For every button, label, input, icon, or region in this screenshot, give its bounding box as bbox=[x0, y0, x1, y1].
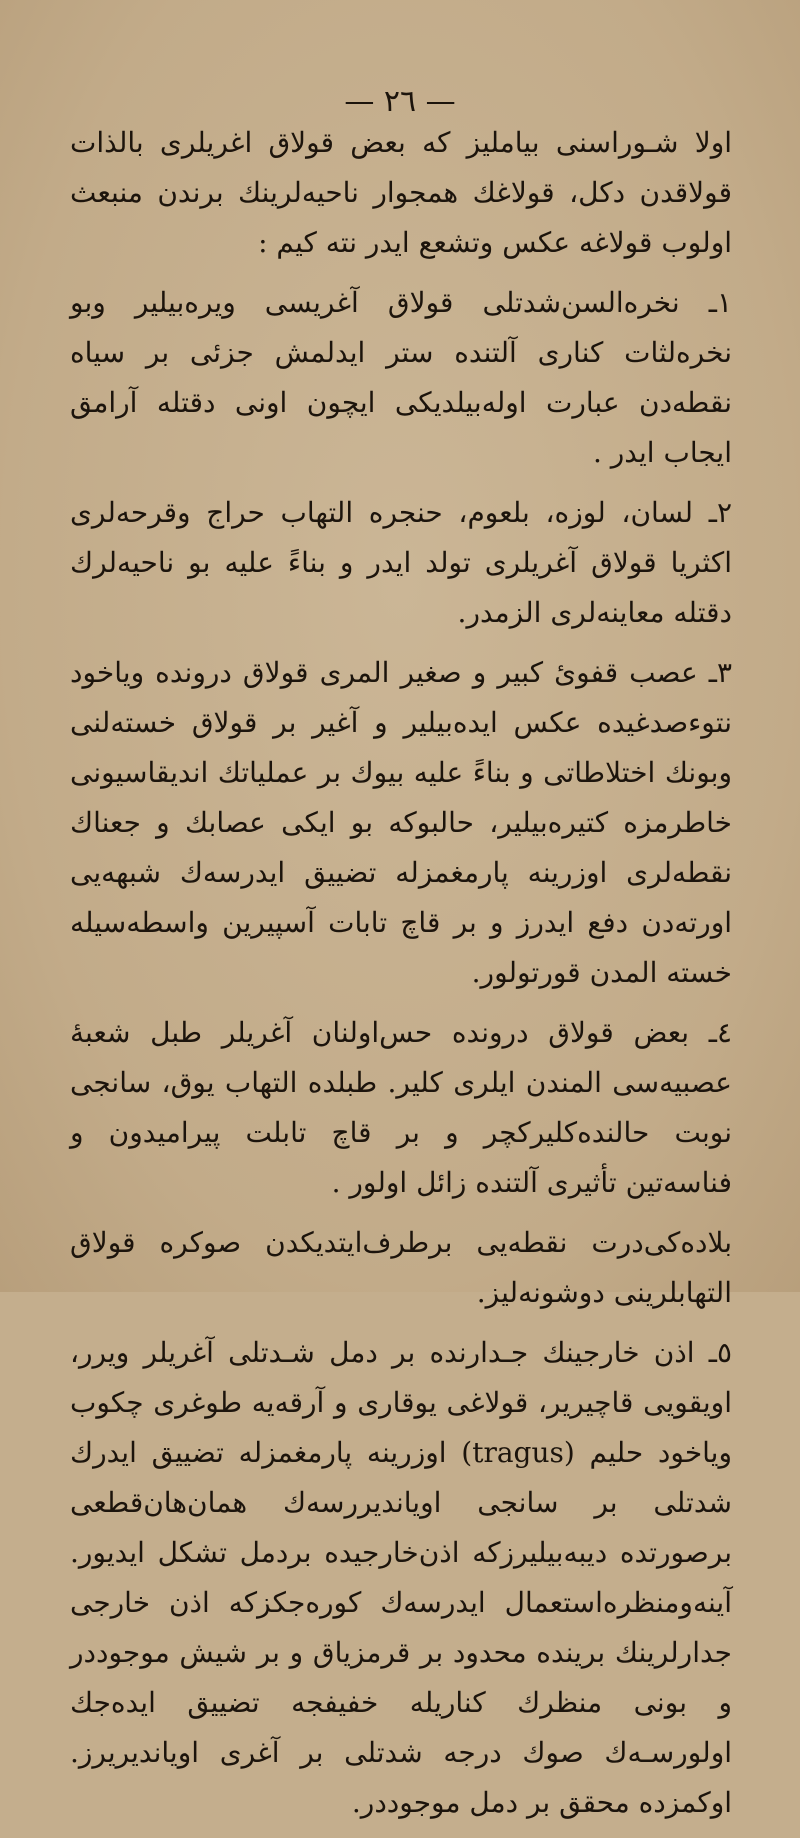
page-number: — ٢٦ — bbox=[344, 84, 456, 119]
paragraph-item-2: ٢ـ لسان، لوزه، بلعوم، حنجره التهاب حراج وقرحه‌لری اکثریا قولاق آغریلری تولد ایدر و بناءً علیه بو ناحیه‌لرك دقتله معاینه‌لری الزمدر. bbox=[70, 496, 732, 629]
paragraph-item-4: ٤ـ بعض قولاق درونده حس‌اولنان آغریلر طبل شعبهٔ عصبیه‌سی المندن ایلری کلیر. طبلده التهاب یوق، سانجی نوبت حالنده‌کلیرکچر و بر قاچ تابلت پیرامیدون و فناسه‌تین تأثیری آلتنده زائل اولور . bbox=[70, 1016, 732, 1199]
paragraph-item-1: ١ـ نخره‌السن‌شدتلی قولاق آغریسی ویره‌بیلیر وبو نخره‌لثات کناری آلتنده ستر ایدلمش جزئی بر سیاه نقطه‌دن عبارت اوله‌بیلدیکی ایچون اونی دقتله آرامق ایجاب ایدر . bbox=[70, 286, 732, 469]
paragraph-item-5: ٥ـ اذن خارجینك جـدارنده بر دمل شـدتلی آغریلر ویرر، اویقویی قاچیریر، قولاغی یوقاری و آرقه‌یه طوغری چکوب ویاخود حلیم (tragus) اوزرینه پارمغمزله تضییق ایدرك شدتلی بر سانجی اویاندیررسه‌ك همان‌هان‌قطعی برصورتده دیبه‌بیلیرزکه اذن‌خارجیده بردمل تشکل ایدیور. آینه‌ومنظره‌استعمال ایدرسه‌ك کوره‌جکزکه اذن خارجی جدارلرینك برینده محدود بر قرمزیاق و بر شیش موجوددر و بونی منظرك کناریله خفیفجه تضییق ایده‌جك اولورسـه‌ك صوك درجه شدتلی بر آغری اویاندیریرز. اوکمزده محقق بر دمل موجوددر. bbox=[70, 1336, 732, 1819]
paragraph-transition: بلاده‌کی‌درت نقطه‌یی برطرف‌ایتدیکدن صوکره قولاق التهابلرینی دوشونه‌لیز. bbox=[70, 1226, 732, 1309]
paragraph-intro: اولا شـوراسنی بیاملیز که بعض قولاق اغریلری بالذات قولاقدن دکل، قولاغك همجوار ناحیه‌لرینك برندن منبعث اولوب قولاغه عکس وتشعع ایدر نته کیم : bbox=[70, 126, 732, 259]
body-text bbox=[70, 118, 732, 1838]
paragraph-item-3: ٣ـ عصب قفویٔ کبیر و صغیر المری قولاق درونده ویاخود نتوءصدغیده عکس ایده‌بیلیر و آغیر بر قولاق خسته‌لنی وبونك اختلاطاتی و بناءً علیه بیوك بر عملیاتك اندیقاسیونی خاطرمزه کتیره‌بیلیر، حالبوکه بو ایکی عصابك و جعناك نقطه‌لری اوزرینه پارمغمزله تضییق ایدرسه‌ك شبهه‌یی اورته‌دن دفع ایدرز و بر قاچ تابات آسپیرین واسطه‌سیله خسته المدن قورتولور. bbox=[70, 656, 732, 989]
